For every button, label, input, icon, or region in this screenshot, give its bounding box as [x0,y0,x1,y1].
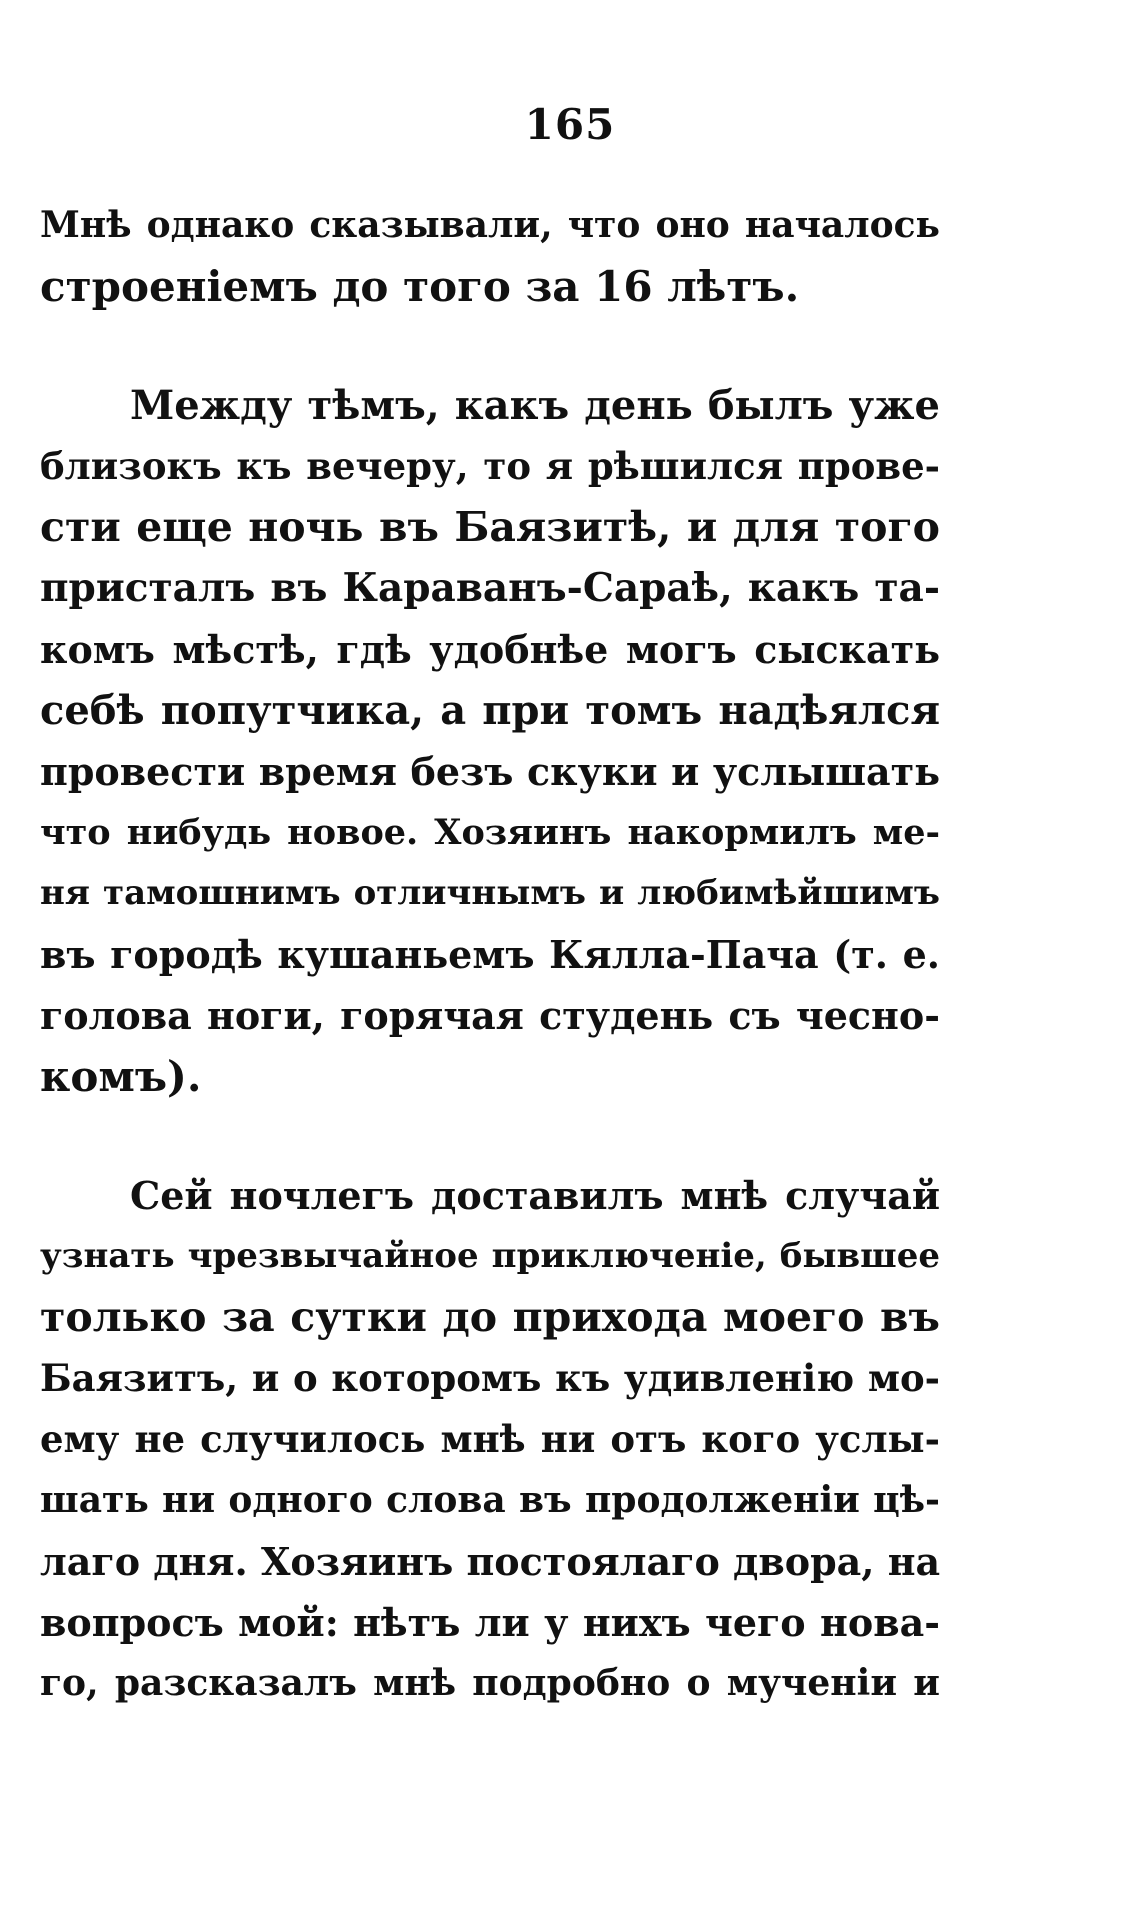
text-line: Мнѣ однако сказывали, что оно началось [40,204,940,246]
page-number: 165 [524,100,616,149]
paragraph [40,1165,940,1714]
text-line: только за сутки до прихода моего въ [40,1293,940,1341]
text-line: лаго дня. Хозяинъ постоялаго двора, на [40,1539,941,1584]
text-line: го, разсказалъ мнѣ подробно о мученiи и [40,1662,940,1704]
text-line: комъ мѣстѣ, гдѣ удобнѣе могъ сыскать [40,627,940,672]
text-line: присталъ въ Караванъ-Сараѣ, какъ та- [40,565,940,611]
text-line: вопросъ мой: нѣтъ ли у нихъ чего нова- [40,1600,940,1645]
text-line: что нибудь новое. Хозяинъ накормилъ ме- [40,812,940,853]
text-line: шать ни одного слова въ продолженiи цѣ- [40,1479,940,1521]
paragraph [40,375,940,1107]
text-line: близокъ къ вечеру, то я рѣшился прове- [40,444,940,488]
text-line: ня тамошнимъ отличнымъ и любимѣйшимъ [40,873,940,913]
text-line: комъ). [40,1052,202,1101]
text-line: Сей ночлегъ доставилъ мнѣ случай [130,1173,940,1218]
text-line: голова ноги, горячая студень съ чесно- [40,993,940,1038]
text-line: Баязитъ, и о которомъ къ удивленiю мо- [40,1356,940,1400]
text-line: себѣ попутчика, а при томъ надѣялся [40,687,940,734]
text-line: Между тѣмъ, какъ день былъ уже [130,382,940,429]
text-line: ему не случилось мнѣ ни отъ кого услы- [40,1417,940,1461]
text-line: узнать чрезвычайное приключенiе, бывшее [40,1236,940,1276]
text-line: сти еще ночь въ Баязитѣ, и для того [40,503,940,551]
text-line: въ городѣ кушаньемъ Кялла-Пача (т. е. [40,932,940,977]
paragraph-continuation [40,195,940,317]
text-line: строенiемъ до того за 16 лѣтъ. [40,262,800,311]
text-line: провести время безъ скуки и услышать [40,749,940,794]
